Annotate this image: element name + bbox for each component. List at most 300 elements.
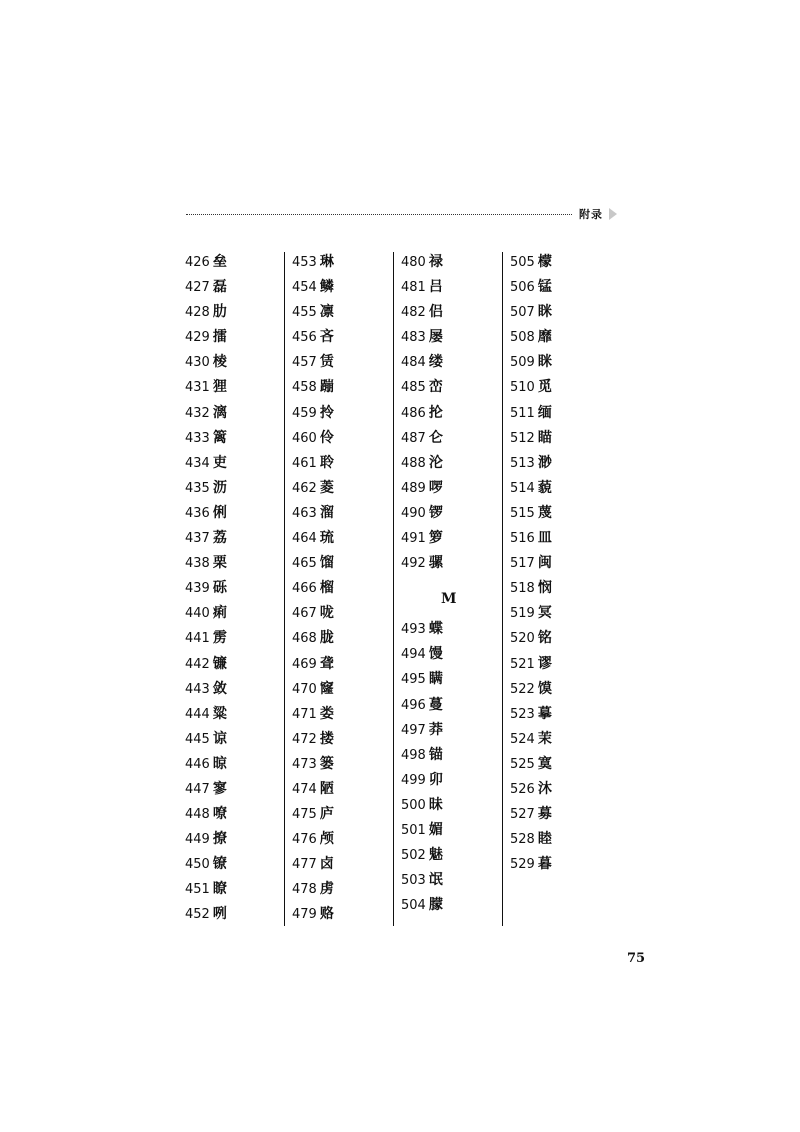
index-entry <box>185 877 227 902</box>
entry-character: 鳞 <box>319 279 334 296</box>
entry-character: 卤 <box>319 856 334 873</box>
index-entry <box>510 601 552 626</box>
entry-character: 聆 <box>319 454 334 471</box>
index-entry <box>510 777 552 802</box>
index-entry <box>185 652 227 677</box>
index-entry <box>185 325 227 350</box>
entry-number: 450 <box>185 857 210 873</box>
index-entry <box>292 526 334 551</box>
index-entry <box>185 902 227 927</box>
entry-character: 镣 <box>212 856 227 873</box>
index-entry <box>185 702 227 727</box>
index-entry <box>292 551 334 576</box>
index-entry <box>401 642 457 667</box>
entry-character: 摹 <box>537 705 552 722</box>
entry-number: 478 <box>292 882 317 898</box>
entry-number: 509 <box>510 355 535 371</box>
entry-character: 磊 <box>212 279 227 296</box>
entry-character: 闽 <box>537 555 552 572</box>
index-entry <box>185 852 227 877</box>
index-entry <box>292 426 334 451</box>
entry-character: 瞒 <box>428 671 443 688</box>
entry-character: 粱 <box>212 705 227 722</box>
entry-number: 522 <box>510 681 535 697</box>
index-entry <box>401 743 457 768</box>
entry-character: 晾 <box>212 755 227 772</box>
index-entry <box>401 768 457 793</box>
entry-character: 吝 <box>319 329 334 346</box>
entry-number: 467 <box>292 606 317 622</box>
entry-character: 荔 <box>212 530 227 547</box>
entry-number: 469 <box>292 656 317 672</box>
index-entry <box>292 677 334 702</box>
index-entry <box>510 476 552 501</box>
entry-character: 靡 <box>537 329 552 346</box>
index-entry <box>510 626 552 651</box>
entry-number: 431 <box>185 380 210 396</box>
index-entry <box>401 375 457 400</box>
entry-character: 狸 <box>212 379 227 396</box>
entry-character: 伶 <box>319 429 334 446</box>
entry-character: 痢 <box>212 605 227 622</box>
index-entry <box>401 526 457 551</box>
index-entry <box>185 802 227 827</box>
entry-number: 464 <box>292 531 317 547</box>
entry-character: 卯 <box>428 771 443 788</box>
entry-number: 436 <box>185 505 210 521</box>
index-entry <box>510 526 552 551</box>
index-entry <box>185 401 227 426</box>
entry-character: 琳 <box>319 254 334 270</box>
entry-character: 镰 <box>212 655 227 672</box>
entry-character: 虏 <box>319 881 334 898</box>
entry-character: 莽 <box>428 721 443 738</box>
index-entry <box>185 375 227 400</box>
index-entry <box>510 426 552 451</box>
entry-number: 494 <box>401 647 426 663</box>
index-entry <box>292 401 334 426</box>
entry-character: 睦 <box>537 831 552 848</box>
entry-number: 457 <box>292 355 317 371</box>
index-entry <box>185 426 227 451</box>
entry-character: 觅 <box>537 379 552 396</box>
entry-number: 488 <box>401 455 426 471</box>
entry-number: 458 <box>292 380 317 396</box>
entry-number: 492 <box>401 556 426 572</box>
index-entry <box>401 818 457 843</box>
entry-number: 485 <box>401 380 426 396</box>
entry-number: 448 <box>185 807 210 823</box>
index-entry <box>401 868 457 893</box>
entry-character: 溜 <box>319 504 334 521</box>
entry-character: 峦 <box>428 379 443 396</box>
entry-number: 456 <box>292 330 317 346</box>
entry-number: 430 <box>185 355 210 371</box>
entry-character: 咙 <box>319 605 334 622</box>
entry-character: 骡 <box>428 555 443 572</box>
entry-number: 486 <box>401 405 426 421</box>
entry-number: 439 <box>185 581 210 597</box>
entry-character: 砾 <box>212 580 227 597</box>
entry-character: 沥 <box>212 479 227 496</box>
index-entry <box>185 476 227 501</box>
entry-number: 518 <box>510 581 535 597</box>
entry-number: 447 <box>185 781 210 797</box>
index-entry <box>185 551 227 576</box>
entry-character: 篱 <box>212 429 227 446</box>
entry-number: 479 <box>292 907 317 923</box>
index-entry <box>401 250 457 275</box>
entry-character: 篓 <box>319 755 334 772</box>
entry-number: 428 <box>185 305 210 321</box>
entry-number: 481 <box>401 280 426 296</box>
entry-number: 515 <box>510 505 535 521</box>
entry-character: 暮 <box>537 856 552 873</box>
entry-character: 陋 <box>319 780 334 797</box>
entry-number: 474 <box>292 781 317 797</box>
entry-number: 454 <box>292 280 317 296</box>
entry-number: 498 <box>401 747 426 763</box>
entry-number: 477 <box>292 857 317 873</box>
entry-number: 476 <box>292 832 317 848</box>
entry-number: 525 <box>510 756 535 772</box>
index-entry <box>401 667 457 692</box>
index-entry <box>510 375 552 400</box>
index-entry <box>292 702 334 727</box>
index-entry <box>292 451 334 476</box>
entry-number: 463 <box>292 505 317 521</box>
entry-character: 寞 <box>537 755 552 772</box>
index-entry <box>185 777 227 802</box>
index-entry <box>292 852 334 877</box>
entry-number: 444 <box>185 706 210 722</box>
entry-character: 馏 <box>319 555 334 572</box>
index-entry <box>510 401 552 426</box>
entry-character: 啰 <box>428 479 443 496</box>
entry-number: 432 <box>185 405 210 421</box>
entry-character: 雳 <box>212 630 227 647</box>
entry-character: 赂 <box>319 906 334 923</box>
entry-number: 460 <box>292 430 317 446</box>
index-entry <box>510 325 552 350</box>
entry-character: 瞭 <box>212 881 227 898</box>
entry-character: 咧 <box>212 906 227 923</box>
entry-number: 426 <box>185 255 210 270</box>
entry-character: 菱 <box>319 479 334 496</box>
index-entry <box>292 275 334 300</box>
index-entry <box>292 250 334 275</box>
entry-number: 504 <box>401 898 426 914</box>
entry-number: 438 <box>185 556 210 572</box>
index-entry <box>401 551 457 576</box>
entry-character: 琉 <box>319 530 334 547</box>
entry-number: 465 <box>292 556 317 572</box>
entry-number: 455 <box>292 305 317 321</box>
entry-character: 缕 <box>428 354 443 371</box>
entry-number: 514 <box>510 480 535 496</box>
index-entry <box>292 601 334 626</box>
entry-character: 蹦 <box>319 379 334 396</box>
entry-character: 寥 <box>212 780 227 797</box>
entry-character: 聋 <box>319 655 334 672</box>
index-entry <box>510 727 552 752</box>
index-entry <box>401 350 457 375</box>
column-divider <box>502 252 503 926</box>
index-entry <box>292 652 334 677</box>
index-entry <box>510 827 552 852</box>
index-entry <box>292 727 334 752</box>
index-entry <box>401 843 457 868</box>
entry-number: 429 <box>185 330 210 346</box>
entry-number: 443 <box>185 681 210 697</box>
entry-number: 500 <box>401 797 426 813</box>
index-entry <box>185 677 227 702</box>
index-entry <box>401 300 457 325</box>
index-column-4 <box>510 250 552 877</box>
entry-number: 472 <box>292 731 317 747</box>
entry-character: 肋 <box>212 304 227 321</box>
index-entry <box>292 501 334 526</box>
entry-character: 谬 <box>537 655 552 672</box>
entry-number: 523 <box>510 706 535 722</box>
entry-number: 473 <box>292 756 317 772</box>
index-entry <box>185 300 227 325</box>
entry-character: 嘹 <box>212 806 227 823</box>
entry-number: 490 <box>401 505 426 521</box>
entry-character: 棱 <box>212 354 227 371</box>
index-entry <box>292 802 334 827</box>
entry-character: 馒 <box>428 646 443 663</box>
column-divider <box>393 252 394 926</box>
index-entry <box>292 777 334 802</box>
page-number: 75 <box>627 951 646 966</box>
entry-character: 禄 <box>428 254 443 270</box>
entry-number: 437 <box>185 531 210 547</box>
entry-character: 缅 <box>537 404 552 421</box>
entry-character: 沐 <box>537 780 552 797</box>
entry-number: 435 <box>185 480 210 496</box>
entry-number: 470 <box>292 681 317 697</box>
index-entry <box>401 893 457 918</box>
index-entry <box>292 576 334 601</box>
entry-number: 520 <box>510 631 535 647</box>
entry-character: 颅 <box>319 831 334 848</box>
index-entry <box>401 275 457 300</box>
index-entry <box>292 476 334 501</box>
entry-number: 466 <box>292 581 317 597</box>
index-entry <box>401 617 457 642</box>
entry-number: 471 <box>292 706 317 722</box>
index-entry <box>510 275 552 300</box>
entry-character: 屡 <box>428 329 443 346</box>
entry-number: 527 <box>510 807 535 823</box>
index-entry <box>510 451 552 476</box>
running-header-title: 附录 <box>579 208 603 221</box>
entry-character: 锣 <box>428 504 443 521</box>
entry-number: 480 <box>401 255 426 270</box>
index-entry <box>510 752 552 777</box>
entry-number: 517 <box>510 556 535 572</box>
entry-number: 497 <box>401 722 426 738</box>
entry-character: 漓 <box>212 404 227 421</box>
entry-number: 461 <box>292 455 317 471</box>
entry-number: 510 <box>510 380 535 396</box>
entry-number: 445 <box>185 731 210 747</box>
entry-number: 529 <box>510 857 535 873</box>
index-entry <box>510 576 552 601</box>
entry-character: 藐 <box>537 479 552 496</box>
entry-number: 524 <box>510 731 535 747</box>
index-entry <box>401 451 457 476</box>
entry-character: 锰 <box>537 279 552 296</box>
index-entry <box>185 827 227 852</box>
entry-number: 511 <box>510 405 535 421</box>
entry-character: 垒 <box>212 254 227 270</box>
entry-number: 503 <box>401 873 426 889</box>
entry-number: 526 <box>510 781 535 797</box>
index-entry <box>292 300 334 325</box>
entry-number: 451 <box>185 882 210 898</box>
entry-character: 昧 <box>428 796 443 813</box>
entry-character: 馍 <box>537 680 552 697</box>
entry-character: 锚 <box>428 746 443 763</box>
entry-character: 箩 <box>428 530 443 547</box>
entry-number: 449 <box>185 832 210 848</box>
entry-character: 媚 <box>428 821 443 838</box>
entry-character: 胧 <box>319 630 334 647</box>
entry-number: 482 <box>401 305 426 321</box>
index-entry <box>185 451 227 476</box>
entry-number: 513 <box>510 455 535 471</box>
index-entry <box>292 752 334 777</box>
entry-character: 娄 <box>319 705 334 722</box>
index-entry <box>185 275 227 300</box>
index-entry <box>510 677 552 702</box>
entry-character: 朦 <box>428 897 443 914</box>
entry-character: 冥 <box>537 605 552 622</box>
index-entry <box>185 576 227 601</box>
entry-number: 516 <box>510 531 535 547</box>
index-entry <box>292 626 334 651</box>
entry-number: 442 <box>185 656 210 672</box>
index-entry <box>401 401 457 426</box>
index-entry <box>185 626 227 651</box>
entry-character: 仑 <box>428 429 443 446</box>
index-entry <box>510 802 552 827</box>
entry-number: 501 <box>401 822 426 838</box>
index-entry <box>510 350 552 375</box>
index-entry <box>401 693 457 718</box>
entry-number: 441 <box>185 631 210 647</box>
index-entry <box>510 702 552 727</box>
index-column-1 <box>185 250 227 928</box>
index-entry <box>292 902 334 927</box>
index-entry <box>510 551 552 576</box>
entry-character: 凛 <box>319 304 334 321</box>
index-entry <box>292 350 334 375</box>
index-entry <box>292 827 334 852</box>
entry-character: 撩 <box>212 831 227 848</box>
entry-number: 496 <box>401 697 426 713</box>
entry-number: 427 <box>185 280 210 296</box>
entry-number: 459 <box>292 405 317 421</box>
entry-number: 475 <box>292 807 317 823</box>
index-entry <box>510 501 552 526</box>
entry-number: 521 <box>510 656 535 672</box>
entry-character: 铭 <box>537 630 552 647</box>
entry-number: 508 <box>510 330 535 346</box>
entry-character: 悯 <box>537 580 552 597</box>
index-entry <box>292 375 334 400</box>
entry-number: 452 <box>185 907 210 923</box>
entry-character: 吕 <box>428 279 443 296</box>
column-divider <box>284 252 285 926</box>
entry-number: 462 <box>292 480 317 496</box>
entry-number: 483 <box>401 330 426 346</box>
entry-number: 505 <box>510 255 535 270</box>
entry-character: 蔓 <box>428 696 443 713</box>
entry-number: 495 <box>401 672 426 688</box>
entry-number: 433 <box>185 430 210 446</box>
entry-character: 庐 <box>319 806 334 823</box>
entry-character: 沦 <box>428 454 443 471</box>
index-column-3 <box>401 250 457 918</box>
entry-character: 氓 <box>428 872 443 889</box>
entry-character: 敛 <box>212 680 227 697</box>
entry-number: 440 <box>185 606 210 622</box>
index-entry <box>185 727 227 752</box>
index-entry <box>185 526 227 551</box>
index-column-2 <box>292 250 334 928</box>
entry-number: 528 <box>510 832 535 848</box>
entry-number: 507 <box>510 305 535 321</box>
index-entry <box>401 325 457 350</box>
header-dotted-rule <box>186 214 572 215</box>
entry-character: 蔑 <box>537 504 552 521</box>
index-entry <box>185 501 227 526</box>
entry-character: 谅 <box>212 730 227 747</box>
entry-number: 512 <box>510 430 535 446</box>
entry-character: 蝶 <box>428 621 443 638</box>
entry-character: 茉 <box>537 730 552 747</box>
entry-number: 453 <box>292 255 317 270</box>
entry-number: 446 <box>185 756 210 772</box>
entry-number: 493 <box>401 622 426 638</box>
entry-character: 擂 <box>212 329 227 346</box>
index-entry <box>510 300 552 325</box>
index-entry <box>185 752 227 777</box>
index-entry <box>292 877 334 902</box>
entry-character: 魅 <box>428 847 443 864</box>
index-entry <box>185 350 227 375</box>
entry-character: 俐 <box>212 504 227 521</box>
entry-character: 渺 <box>537 454 552 471</box>
entry-number: 487 <box>401 430 426 446</box>
index-entry <box>292 325 334 350</box>
index-entry <box>401 426 457 451</box>
entry-character: 赁 <box>319 354 334 371</box>
index-entry <box>185 601 227 626</box>
entry-number: 506 <box>510 280 535 296</box>
entry-character: 栗 <box>212 555 227 572</box>
entry-character: 搂 <box>319 730 334 747</box>
entry-character: 拎 <box>319 404 334 421</box>
entry-number: 484 <box>401 355 426 371</box>
entry-character: 榴 <box>319 580 334 597</box>
entry-number: 434 <box>185 455 210 471</box>
index-entry <box>401 718 457 743</box>
index-entry <box>401 793 457 818</box>
